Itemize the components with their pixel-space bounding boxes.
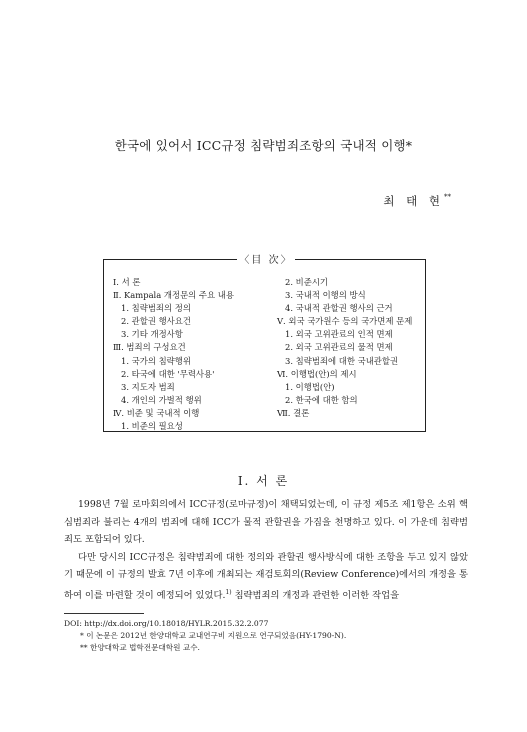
- toc-item: 3. 국내적 이행의 방식: [285, 290, 366, 301]
- toc-item: 4. 국내적 관할권 행사의 근거: [285, 303, 393, 314]
- toc-item: Ⅶ. 결론: [277, 407, 310, 418]
- toc-item: Ⅰ. 서 론: [113, 277, 141, 287]
- footnotes: [64, 618, 484, 654]
- toc-item: Ⅱ. Kampala 개정문의 주요 내용: [113, 290, 234, 301]
- toc-left-column: [113, 276, 234, 433]
- author-name-text: 최 태 현: [383, 194, 444, 208]
- footnote-2: ** 한양대학교 법학전문대학원 교수.: [80, 643, 200, 652]
- toc-item: Ⅵ. 이행법(안)의 제시: [277, 368, 357, 379]
- toc-item: 2. 타국에 대한 '무력사용': [121, 368, 215, 379]
- footnote-divider: [64, 613, 144, 614]
- toc-item: 1. 국가의 침략행위: [121, 355, 191, 366]
- footnote-ref: 1): [225, 588, 232, 596]
- author-footnote-mark: **: [444, 193, 451, 201]
- toc-item: Ⅴ. 외국 국가원수 등의 국가면제 문제: [277, 316, 413, 327]
- toc-item: 1. 비준의 필요성: [121, 421, 183, 432]
- toc-item: Ⅲ. 범죄의 구성요건: [113, 342, 186, 353]
- paper-title-text: 한국에 있어서 ICC규정 침략범죄조항의 국내적 이행*: [114, 138, 413, 153]
- toc-item: 1. 침략범죄의 정의: [121, 303, 191, 314]
- footnote-1: * 이 논문은 2012년 한양대학교 교내연구비 지원으로 연구되었음(HY-1790-N).: [80, 631, 347, 640]
- toc-item: 2. 관할권 행사요건: [121, 316, 191, 327]
- paragraph: 1998년 7월 로마회의에서 ICC규정(로마규정)이 채택되었는데, 이 규정 제5조 제1항은 소위 핵심범죄라 불리는 4개의 범죄에 대해 ICC가 물적 관할권을 가짐을 천명하고 있다. 이 가운데 침략범죄도 포함되어 있다.: [64, 499, 468, 546]
- paragraph: [64, 549, 468, 605]
- toc-item: 1. 외국 고위관료의 인적 면제: [285, 329, 393, 340]
- toc-right-column: [277, 276, 412, 420]
- toc-item: 2. 비준시기: [285, 277, 329, 287]
- toc-item: 3. 기타 개정사항: [121, 329, 183, 340]
- doi-line: DOI: http://dx.doi.org/10.18018/HYLR.2015.32.2.077: [64, 619, 269, 628]
- paragraph-tail: 침략범죄의 개정과 관련한 이러한 작업을: [231, 590, 400, 602]
- author-name: [383, 193, 451, 209]
- toc-item: Ⅳ. 비준 및 국내적 이행: [113, 407, 200, 418]
- paper-title: [0, 136, 527, 154]
- section-heading: Ⅰ. 서 론: [237, 474, 290, 488]
- toc-item: 2. 외국 고위관료의 물적 면제: [285, 342, 393, 353]
- toc-item: 4. 개인의 가벌적 행위: [121, 394, 202, 405]
- toc-title: 〈目 次〉: [237, 251, 295, 266]
- toc-item: 3. 지도자 범죄: [121, 381, 175, 392]
- toc-item: 3. 침략범죄에 대한 국내관할권: [285, 355, 399, 366]
- paragraph-text: 다만 당시의 ICC규정은 침략범죄에 대한 정의와 관할권 행사방식에 대한 조항을 두고 있지 않았기 때문에 이 규정의 발효 7년 이후에 개최되는 재검토회의(Review Conference)에서의 개정을 통하여 이를 마련할 것이 예정되어 있었다.: [64, 551, 468, 602]
- toc-item: 2. 한국에 대한 함의: [285, 394, 358, 405]
- body-text: [64, 496, 468, 605]
- toc-item: 1. 이행법(안): [285, 381, 335, 392]
